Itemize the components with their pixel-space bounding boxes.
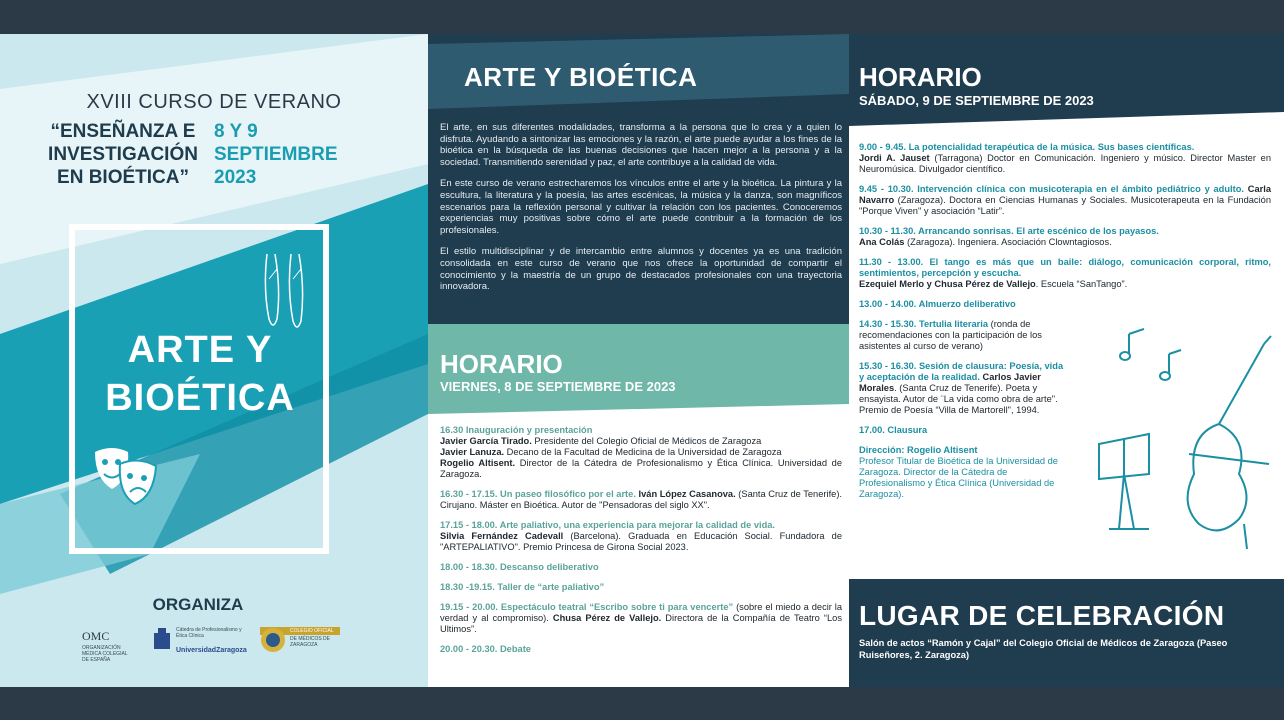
schedule-item: 17.00. Clausura [859,425,928,435]
venue-text: Salón de actos “Ramón y Cajal” del Colegio Oficial de Médicos de Zaragoza (Paseo Ruiseñores, 2. Zaragoza) [859,638,1228,660]
program-panel-friday [428,34,849,687]
schedule-item: 16.30 - 17.15. Un paseo filosófico por el arte. Iván López Casanova. (Santa Cruz de Tenerife). Cirujano. Máster en Bioética. Autor de "Pensadoras del siglo XX". [440,489,842,510]
university-crest-icon [152,627,172,651]
schedule-item: 18.30 -19.15. Taller de “arte paliativo” [440,582,605,592]
header-edge [428,394,849,424]
schedule-date: VIERNES, 8 DE SEPTIEMBRE DE 2023 [440,379,676,394]
course-line: XVIII CURSO DE VERANO [86,91,342,113]
colegio-seal-icon [260,627,286,653]
program-panel-saturday [849,34,1284,687]
theater-masks-icon [90,444,170,514]
schedule-item: 13.00 - 14.00. Almuerzo deliberativo [859,299,1016,309]
catedra-logo: Cátedra de Profesionalismo y Ética Clínica UniversidadZaragoza [152,627,252,657]
schedule-item: 20.00 - 20.30. Debate [440,644,531,654]
course-title: “ENSEÑANZA E INVESTIGACIÓN EN BIOÉTICA” [48,121,198,188]
section-title: ARTE Y BIOÉTICA [464,62,698,92]
omc-logo: OMC ORGANIZACIÓN MÉDICA COLEGIAL DE ESPAÑA [82,629,128,663]
schedule-item: 10.30 - 11.30. Arrancando sonrisas. El arte escénico de los payasos. Ana Colás (Zaragoza). Ingeniera. Asociación Clowntagiosos. [859,226,1159,247]
schedule-title: HORARIO [440,349,563,379]
schedule-item: 16.30 Inauguración y presentación Javier García Tirado. Presidente del Colegio Oficial de Médicos de Zaragoza Javier Lanuza. Decano de la Facultad de Medicina de la Universidad de Zaragoza Rogelio Altisent. Director de la Cátedra de Profesionalismo y Ética Clínica. Universidad de Zaragoza. [440,425,843,479]
music-instruments-icon [1089,324,1279,554]
organiza-label: ORGANIZA [152,595,244,614]
schedule-item: 9.45 - 10.30. Intervención clínica con musicoterapia en el ámbito pediátrico y adulto. Carla Navarro (Zaragoza). Doctora en Ciencias Humanas y Sociales. Musicoterapeuta en la Fundación "Porque Viven" y asociación “Latir”. [859,184,1271,216]
schedule-item: 19.15 - 20.00. Espectáculo teatral “Escribo sobre ti para vencerte” (sobre el miedo a decir la verdad y al compromiso). Chusa Pérez de Vallejo. Directora de la Compañía de Teatro “Los Ultimos”. [440,602,843,634]
schedule-item: 18.00 - 18.30. Descanso deliberativo [440,562,599,572]
cover-panel [0,34,428,687]
schedule-item: 9.00 - 9.45. La potencialidad terapéutica de la música. Sus bases científicas. Jordi A. Jauset (Tarragona) Doctor en Comunicación. Ingeniero y músico. Director Master en Neuromúsica. Divulgador científico. [859,142,1272,174]
hero-title: ARTE Y BIOÉTICA [105,329,295,419]
venue-title: LUGAR DE CELEBRACIÓN [859,600,1225,631]
course-dates: 8 Y 9 SEPTIEMBRE 2023 [214,121,338,188]
schedule-title: HORARIO [859,62,982,92]
colegio-logo: COLEGIO OFICIAL DE MÉDICOS DE ZARAGOZA [260,627,340,653]
schedule-item: 17.15 - 18.00. Arte paliativo, una experiencia para mejorar la calidad de vida. Silvia Fernández Cadevall (Barcelona). Graduada en Educación Social. Fundadora de "ARTEPALIATIVO". Premio Princesa de Girona Social 2023. [440,520,842,552]
schedule-item: 11.30 - 13.00. El tango es más que un baile: diálogo, comunicación corporal, ritmo, sentimientos, percepción y escucha. Ezequiel Merlo y Chusa Pérez de Vallejo. Escuela “SanTango”. [859,257,1271,289]
schedule-item: 15.30 - 16.30. Sesión de clausura: Poesía, vida y aceptación de la realidad. Carlos Javier Morales. (Santa Cruz de Tenerife). Poeta y ensayista. Autor de ¨La vida como obra de arte". Premio de Poesía “Villa de Martorell", 1994. [859,361,1064,415]
schedule-item: 14.30 - 15.30. Tertulia literaria (ronda de recomendaciones con la participación de los asistentes al curso de verano) [859,319,1042,351]
friday-schedule [440,425,842,664]
schedule-date: SÁBADO, 9 DE SEPTIEMBRE DE 2023 [859,93,1094,108]
direction-block: Dirección: Rogelio Altisent Profesor Titular de Bioética de la Universidad de Zaragoza. Director de la Cátedra de Profesionalismo y Ética Clínica (Universidad de Zaragoza). [859,445,1058,499]
intro-text: El arte, en sus diferentes modalidades, transforma a la persona que lo crea y a quien lo disfruta. Ayudando a sintonizar las emociones y la razón, el arte puede ayudar a los fines de la bioética en la búsqueda de las buenas decisiones que hacen mejor a la persona y a la sociedad. Transmitiendo serenidad y paz, el arte contribuye a la calidad de vida. En este curso de verano estrecharemos los vínculos entre el arte y la bioética. La pintura y la escultura, la literatura y la poesía, las artes escénicas, la música y la danza, son magníficos escenarios para la reflexión personal y cultivar la relación con los pacientes. Conoceremos experiencias muy positivas sobre cómo el arte puede contribuir a la formación de los profesionales. El estilo multidisciplinar y de intercambio entre alumnos y docentes ya es una tradición consolidada en este curso de verano que nos ofrece la oportunidad de compartir el conocimiento y la maestría de un grupo de destacados profesionales con una trayectoria innovadora. [440,122,842,293]
venue-block [849,579,1284,687]
